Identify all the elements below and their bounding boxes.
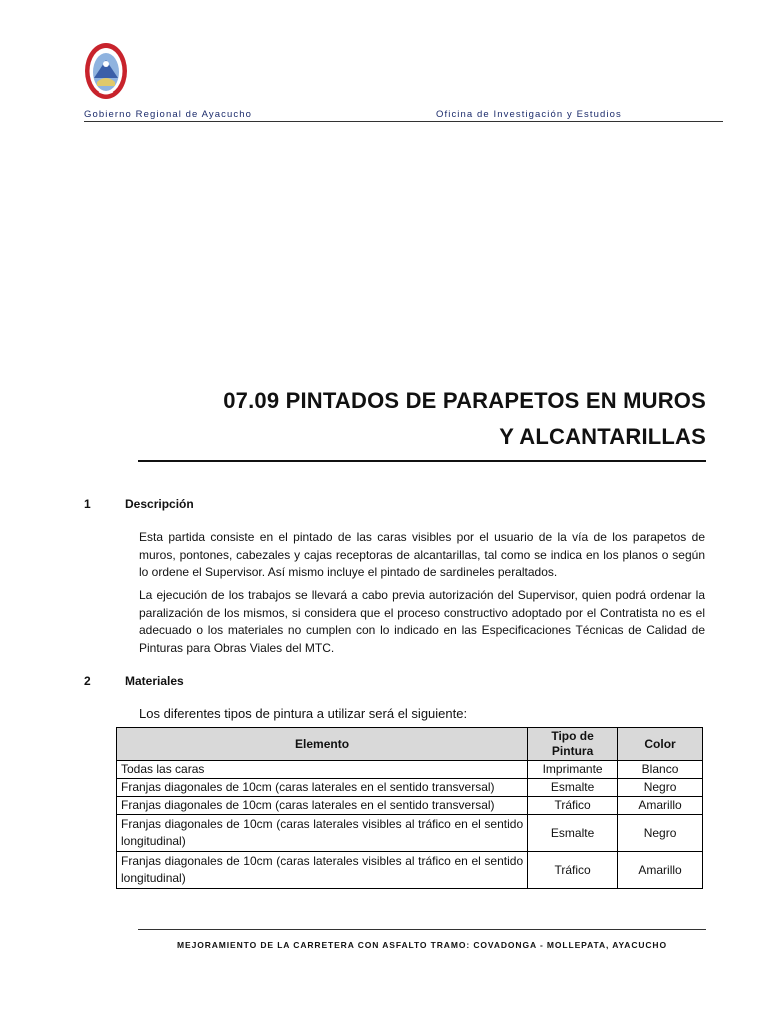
cell-elemento: Franjas diagonales de 10cm (caras laterales en el sentido transversal) bbox=[117, 779, 528, 797]
cell-color: Negro bbox=[618, 779, 703, 797]
cell-elemento: Todas las caras bbox=[117, 761, 528, 779]
section-number: 2 bbox=[84, 674, 91, 688]
cell-color: Amarillo bbox=[618, 797, 703, 815]
cell-color: Blanco bbox=[618, 761, 703, 779]
cell-elemento: Franjas diagonales de 10cm (caras laterales visibles al tráfico en el sentido longitudinal) bbox=[117, 852, 528, 889]
cell-tipo: Tráfico bbox=[528, 797, 618, 815]
cell-tipo: Tráfico bbox=[528, 852, 618, 889]
header-office: Oficina de Investigación y Estudios bbox=[436, 109, 622, 120]
table-row bbox=[117, 815, 703, 852]
table-header-row bbox=[117, 728, 703, 761]
cell-tipo: Esmalte bbox=[528, 779, 618, 797]
header-tipo-pintura: Tipo de Pintura bbox=[528, 728, 618, 761]
table-row bbox=[117, 779, 703, 797]
page-title-line1: 07.09 PINTADOS DE PARAPETOS EN MUROS bbox=[223, 388, 706, 413]
footer-project-name: MEJORAMIENTO DE LA CARRETERA CON ASFALTO TRAMO: COVADONGA - MOLLEPATA, AYACUCHO bbox=[177, 940, 667, 950]
description-paragraph-2: La ejecución de los trabajos se llevará a cabo previa autorización del Supervisor, quien podrá ordenar la paralización de los mismos, si considera que el proceso constructivo adoptado por el Contratista no es el adecuado o los materiales no cumplen con lo indicado en las Especificaciones Técnicas de Calidad de Pinturas para Obras Viales del MTC. bbox=[139, 588, 705, 655]
footer-divider bbox=[138, 929, 706, 930]
cell-tipo: Esmalte bbox=[528, 815, 618, 852]
page-title-line2: Y ALCANTARILLAS bbox=[499, 424, 706, 449]
header-color: Color bbox=[618, 728, 703, 761]
title-divider bbox=[138, 460, 706, 462]
materials-table bbox=[116, 727, 703, 889]
cell-tipo: Imprimante bbox=[528, 761, 618, 779]
section-number: 1 bbox=[84, 497, 91, 511]
cell-elemento: Franjas diagonales de 10cm (caras laterales en el sentido transversal) bbox=[117, 797, 528, 815]
cell-color: Negro bbox=[618, 815, 703, 852]
header-organization: Gobierno Regional de Ayacucho bbox=[84, 109, 252, 120]
table-row bbox=[117, 852, 703, 889]
cell-color: Amarillo bbox=[618, 852, 703, 889]
section-title-descripcion: Descripción bbox=[125, 497, 194, 511]
description-paragraph-1: Esta partida consiste en el pintado de las caras visibles por el usuario de la vía de los parapetos de muros, pontones, cabezales y cajas receptoras de alcantarillas, tal como se indica en los planos o según lo ordene el Supervisor. Así mismo incluye el pintado de sardineles peraltados. bbox=[139, 530, 705, 579]
header-elemento: Elemento bbox=[117, 728, 528, 761]
regional-seal-icon bbox=[84, 42, 128, 100]
cell-elemento: Franjas diagonales de 10cm (caras laterales visibles al tráfico en el sentido longitudinal) bbox=[117, 815, 528, 852]
header-divider bbox=[84, 121, 723, 122]
materials-intro: Los diferentes tipos de pintura a utilizar será el siguiente: bbox=[139, 706, 468, 721]
table-row bbox=[117, 797, 703, 815]
section-title-materiales: Materiales bbox=[125, 674, 184, 688]
table-row bbox=[117, 761, 703, 779]
